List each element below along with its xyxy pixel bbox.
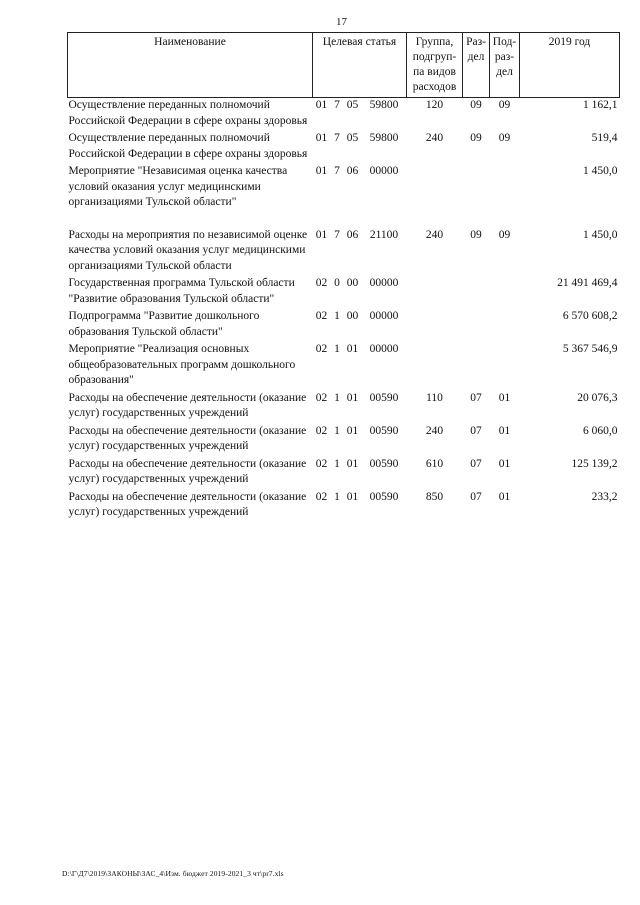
row-target-code-4: 00590 [369, 424, 399, 437]
row-podrazdel: 09 [498, 99, 511, 111]
row-podrazdel [490, 164, 520, 228]
row-target-code-3: 00 [346, 277, 359, 289]
row-amount: 1 450,0 [583, 228, 618, 241]
row-amount: 1 450,0 [583, 165, 618, 177]
row-target-code-1: 01 [315, 165, 328, 177]
row-razdel: 07 [470, 424, 482, 437]
table-row [68, 228, 620, 277]
row-amount: 6 060,0 [583, 424, 618, 437]
row-target-code-4: 00000 [369, 165, 399, 177]
row-target-code-2: 1 [334, 310, 340, 322]
row-podrazdel [490, 309, 520, 342]
row-target-code-4: 00000 [369, 310, 399, 322]
header-razdel: Раз-дел [463, 33, 490, 98]
row-target-code-2: 7 [334, 132, 340, 144]
row-podrazdel: 01 [498, 391, 511, 404]
row-target-code-2: 1 [334, 391, 340, 404]
table-row [68, 457, 620, 490]
row-target-code-1: 02 [315, 424, 328, 437]
table-row [68, 490, 620, 523]
row-podrazdel: 01 [498, 490, 511, 503]
row-target-code-3: 01 [346, 457, 359, 470]
table-row [68, 391, 620, 424]
row-name: Осуществление переданных полномочий Российской Федерации в сфере охраны здоровья [68, 99, 308, 127]
row-target-code-2: 1 [334, 490, 340, 503]
row-podrazdel [490, 342, 520, 391]
table-body [68, 98, 620, 523]
row-target-code-1: 02 [315, 490, 328, 503]
row-target-code-4: 00000 [369, 343, 399, 355]
table-row [68, 131, 620, 164]
row-amount: 233,2 [591, 490, 618, 503]
row-expense-group: 240 [425, 228, 444, 241]
footer-file-path: D:\Г\Д7\2019\ЗАКОНЫ\ЗАС_4\Изм. бюджет 2019-2021_3 чт\pr7.xls [62, 869, 284, 878]
row-target-code-3: 06 [346, 165, 359, 177]
row-amount: 6 570 608,2 [562, 310, 618, 322]
header-name: Наименование [68, 33, 313, 98]
row-expense-group: 240 [425, 424, 444, 437]
row-podrazdel: 01 [498, 457, 511, 470]
row-amount: 5 367 546,9 [562, 343, 618, 355]
row-target-code-4: 00000 [369, 277, 399, 289]
row-amount: 519,4 [591, 132, 618, 144]
row-name: Расходы на обеспечение деятельности (оказание услуг) государственных учреждений [68, 424, 307, 452]
row-target-code-1: 02 [315, 457, 328, 470]
row-target-code-1: 01 [315, 228, 328, 241]
row-razdel: 07 [470, 391, 482, 404]
row-podrazdel: 09 [498, 132, 511, 144]
row-razdel: 09 [470, 132, 482, 144]
header-target-article: Целевая статья [313, 33, 407, 98]
row-expense-group: 610 [425, 457, 444, 470]
row-target-code-4: 00590 [369, 490, 399, 503]
row-target-code-2: 7 [334, 99, 340, 111]
row-name: Расходы на мероприятия по независимой оценке качества условий оказания услуг медицинскими организациями Тульской области [68, 228, 308, 272]
header-podrazdel: Под-раз-дел [490, 33, 520, 98]
row-target-code-4: 21100 [369, 228, 399, 241]
row-razdel: 07 [470, 457, 482, 470]
row-target-code-3: 05 [346, 99, 359, 111]
row-name: Подпрограмма "Развитие дошкольного образования Тульской области" [68, 310, 260, 338]
row-razdel [463, 276, 490, 309]
row-target-code-2: 7 [334, 165, 340, 177]
row-expense-group [407, 309, 463, 342]
page-number: 17 [336, 16, 347, 28]
row-target-code-3: 05 [346, 132, 359, 144]
row-razdel: 09 [470, 99, 482, 111]
row-razdel [463, 164, 490, 228]
row-target-code-2: 0 [334, 277, 340, 289]
header-expense-group: Группа, подгруп-па видов расходов [407, 33, 463, 98]
row-name: Расходы на обеспечение деятельности (оказание услуг) государственных учреждений [68, 457, 307, 485]
row-razdel: 09 [470, 228, 482, 241]
row-target-code-1: 02 [315, 391, 328, 404]
row-expense-group [407, 276, 463, 309]
table-header [68, 33, 620, 98]
row-target-code-1: 02 [315, 310, 328, 322]
table-row [68, 342, 620, 391]
row-target-code-1: 01 [315, 132, 328, 144]
row-expense-group: 120 [425, 99, 444, 111]
table-row [68, 98, 620, 132]
row-target-code-2: 1 [334, 343, 340, 355]
row-podrazdel [490, 276, 520, 309]
row-amount: 20 076,3 [577, 391, 618, 404]
row-name: Мероприятие "Независимая оценка качества условий оказания услуг медицинскими организациями Тульской области" [68, 165, 288, 208]
budget-table [67, 32, 620, 523]
row-amount: 1 162,1 [583, 99, 618, 111]
row-amount: 125 139,2 [571, 457, 618, 470]
row-target-code-3: 01 [346, 343, 359, 355]
table-row [68, 424, 620, 457]
row-name: Государственная программа Тульской области "Развитие образования Тульской области" [68, 277, 295, 305]
row-expense-group: 240 [425, 132, 444, 144]
row-expense-group [407, 342, 463, 391]
row-target-code-3: 01 [346, 391, 359, 404]
row-target-code-4: 00590 [369, 457, 399, 470]
row-target-code-2: 1 [334, 424, 340, 437]
table-row [68, 276, 620, 309]
row-target-code-3: 06 [346, 228, 359, 241]
row-target-code-3: 01 [346, 424, 359, 437]
row-target-code-1: 02 [315, 277, 328, 289]
row-target-code-4: 00590 [369, 391, 399, 404]
header-year: 2019 год [520, 33, 620, 98]
row-target-code-1: 01 [315, 99, 328, 111]
row-target-code-4: 59800 [369, 99, 399, 111]
row-name: Мероприятие "Реализация основных общеобразовательных программ дошкольного образования" [68, 343, 296, 386]
row-razdel: 07 [470, 490, 482, 503]
row-name: Осуществление переданных полномочий Российской Федерации в сфере охраны здоровья [68, 132, 308, 160]
row-target-code-2: 1 [334, 457, 340, 470]
row-target-code-3: 01 [346, 490, 359, 503]
row-razdel [463, 342, 490, 391]
row-expense-group: 850 [425, 490, 444, 503]
row-name: Расходы на обеспечение деятельности (оказание услуг) государственных учреждений [68, 490, 307, 518]
row-podrazdel: 09 [498, 228, 511, 241]
row-target-code-2: 7 [334, 228, 340, 241]
row-target-code-4: 59800 [369, 132, 399, 144]
table-row [68, 164, 620, 228]
row-target-code-3: 00 [346, 310, 359, 322]
row-razdel [463, 309, 490, 342]
row-expense-group: 110 [426, 391, 443, 404]
row-name: Расходы на обеспечение деятельности (оказание услуг) государственных учреждений [68, 391, 307, 419]
row-amount: 21 491 469,4 [557, 277, 618, 289]
row-podrazdel: 01 [498, 424, 511, 437]
table-row [68, 309, 620, 342]
row-expense-group [407, 164, 463, 228]
row-target-code-1: 02 [315, 343, 328, 355]
